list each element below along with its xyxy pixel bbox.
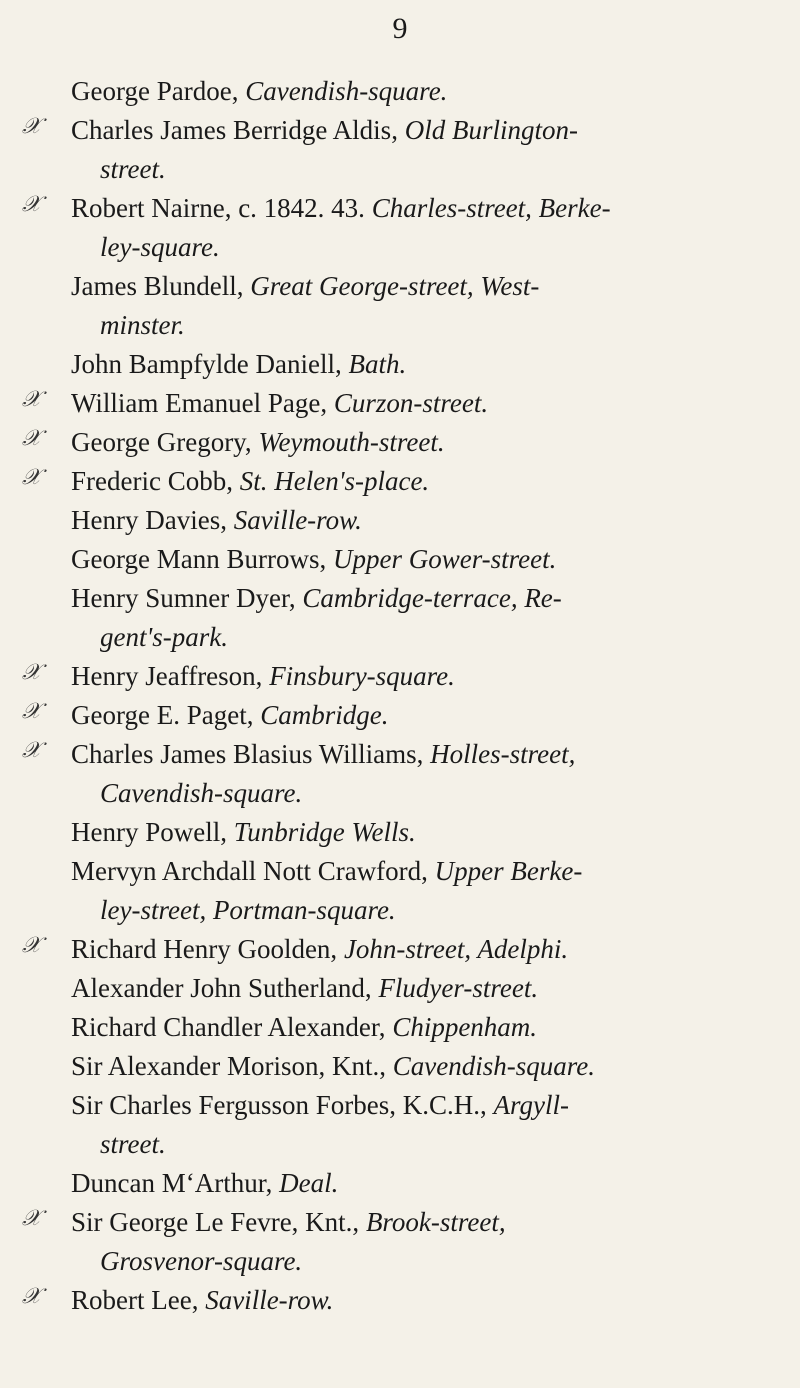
member-address: minster. xyxy=(100,310,185,340)
member-name: James Blundell, xyxy=(71,271,251,301)
member-name: Mervyn Archdall Nott Crawford, xyxy=(71,856,435,886)
list-entry xyxy=(0,345,800,384)
handwritten-mark: 𝒳 xyxy=(22,1205,41,1230)
entry-line xyxy=(71,579,760,618)
handwritten-mark: 𝒳 xyxy=(22,659,41,684)
member-name: Charles James Blasius Williams, xyxy=(71,739,431,769)
list-entry xyxy=(0,930,800,969)
entry-continuation-line xyxy=(71,1242,760,1281)
entry-line xyxy=(71,813,760,852)
entry-line xyxy=(71,852,760,891)
list-entry xyxy=(0,189,800,267)
list-entry xyxy=(0,267,800,345)
entry-line xyxy=(71,1047,760,1086)
member-name: George Mann Burrows, xyxy=(71,544,333,574)
entry-line xyxy=(71,189,760,228)
member-name: Duncan M‘Arthur, xyxy=(71,1168,280,1198)
entry-continuation-line xyxy=(71,228,760,267)
handwritten-mark: 𝒳 xyxy=(22,191,41,216)
entry-line xyxy=(71,1281,760,1320)
member-address: Cavendish-square. xyxy=(392,1051,595,1081)
member-address: St. Helen's-place. xyxy=(239,466,430,496)
entry-continuation-line xyxy=(71,150,760,189)
list-entry xyxy=(0,657,800,696)
entry-line xyxy=(71,1086,760,1125)
handwritten-mark: 𝒳 xyxy=(22,386,41,411)
entry-line xyxy=(71,267,760,306)
list-entry xyxy=(0,969,800,1008)
member-address: Upper Berke- xyxy=(434,856,583,886)
handwritten-mark: 𝒳 xyxy=(22,932,41,957)
entry-line xyxy=(71,72,760,111)
handwritten-mark: 𝒳 xyxy=(22,464,41,489)
member-address: Cambridge-terrace, Re- xyxy=(302,583,562,613)
member-name: George E. Paget, xyxy=(71,700,261,730)
member-address: Holles-street, xyxy=(430,739,576,769)
entry-line xyxy=(71,1008,760,1047)
entry-line xyxy=(71,735,760,774)
member-address: ley-square. xyxy=(100,232,220,262)
entry-line xyxy=(71,345,760,384)
member-name: Richard Chandler Alexander, xyxy=(71,1012,393,1042)
member-address: street. xyxy=(100,154,166,184)
entry-line xyxy=(71,462,760,501)
member-address: Grosvenor-square. xyxy=(100,1246,303,1276)
member-name: Henry Powell, xyxy=(71,817,234,847)
member-address: Bath. xyxy=(348,349,407,379)
handwritten-mark: 𝒳 xyxy=(22,1283,41,1308)
member-name: Frederic Cobb, xyxy=(71,466,240,496)
member-address: Old Burlington- xyxy=(404,115,578,145)
member-list xyxy=(0,72,800,1320)
member-name: Henry Jeaffreson, xyxy=(71,661,270,691)
list-entry xyxy=(0,735,800,813)
member-address: Cambridge. xyxy=(260,700,389,730)
list-entry xyxy=(0,462,800,501)
entry-continuation-line xyxy=(71,891,760,930)
member-name: Henry Sumner Dyer, xyxy=(71,583,303,613)
member-name: Richard Henry Goolden, xyxy=(71,934,344,964)
member-name: Sir Charles Fergusson Forbes, K.C.H., xyxy=(71,1090,494,1120)
member-address: Cavendish-square. xyxy=(245,76,448,106)
entry-line xyxy=(71,423,760,462)
member-name: Robert Nairne, c. 1842. 43. xyxy=(71,193,372,223)
member-name: Charles James Berridge Aldis, xyxy=(71,115,405,145)
member-address: Finsbury-square. xyxy=(269,661,455,691)
entry-line xyxy=(71,111,760,150)
member-address: street. xyxy=(100,1129,166,1159)
member-address: Weymouth-street. xyxy=(258,427,445,457)
member-address: Cavendish-square. xyxy=(100,778,303,808)
member-address: Fludyer-street. xyxy=(378,973,539,1003)
list-entry xyxy=(0,813,800,852)
member-address: Great George-street, West- xyxy=(250,271,540,301)
member-name: John Bampfylde Daniell, xyxy=(71,349,349,379)
entry-continuation-line xyxy=(71,618,760,657)
entry-line xyxy=(71,384,760,423)
handwritten-mark: 𝒳 xyxy=(22,425,41,450)
list-entry xyxy=(0,1086,800,1164)
member-address: Saville-row. xyxy=(233,505,362,535)
member-address: Upper Gower-street. xyxy=(332,544,557,574)
entry-continuation-line xyxy=(71,1125,760,1164)
member-name: Sir Alexander Morison, Knt., xyxy=(71,1051,393,1081)
page-number: 9 xyxy=(392,12,408,45)
list-entry xyxy=(0,501,800,540)
member-name: George Gregory, xyxy=(71,427,259,457)
list-entry xyxy=(0,696,800,735)
member-address: Curzon-street. xyxy=(333,388,489,418)
list-entry xyxy=(0,579,800,657)
member-address: Charles-street, Berke- xyxy=(371,193,611,223)
list-entry xyxy=(0,1008,800,1047)
list-entry xyxy=(0,1281,800,1320)
entry-line xyxy=(71,657,760,696)
list-entry xyxy=(0,72,800,111)
member-address: gent's-park. xyxy=(100,622,228,652)
entry-line xyxy=(71,969,760,1008)
member-address: Saville-row. xyxy=(205,1285,334,1315)
entry-line xyxy=(71,696,760,735)
entry-line xyxy=(71,930,760,969)
list-entry xyxy=(0,111,800,189)
entry-line xyxy=(71,540,760,579)
member-name: Alexander John Sutherland, xyxy=(71,973,379,1003)
list-entry xyxy=(0,540,800,579)
member-name: Henry Davies, xyxy=(71,505,234,535)
member-name: Sir George Le Fevre, Knt., xyxy=(71,1207,366,1237)
member-address: Chippenham. xyxy=(392,1012,538,1042)
entry-continuation-line xyxy=(71,306,760,345)
list-entry xyxy=(0,852,800,930)
member-name: George Pardoe, xyxy=(71,76,246,106)
member-name: Robert Lee, xyxy=(71,1285,206,1315)
entry-line xyxy=(71,1164,760,1203)
member-address: Deal. xyxy=(279,1168,339,1198)
handwritten-mark: 𝒳 xyxy=(22,698,41,723)
member-address: Tunbridge Wells. xyxy=(233,817,416,847)
handwritten-mark: 𝒳 xyxy=(22,737,41,762)
handwritten-mark: 𝒳 xyxy=(22,113,41,138)
entry-line xyxy=(71,501,760,540)
entry-line xyxy=(71,1203,760,1242)
member-name: William Emanuel Page, xyxy=(71,388,334,418)
member-address: Argyll- xyxy=(493,1090,569,1120)
list-entry xyxy=(0,423,800,462)
member-address: ley-street, Portman-square. xyxy=(100,895,396,925)
member-address: Brook-street, xyxy=(365,1207,506,1237)
list-entry xyxy=(0,384,800,423)
entry-continuation-line xyxy=(71,774,760,813)
list-entry xyxy=(0,1047,800,1086)
list-entry xyxy=(0,1164,800,1203)
member-address: John-street, Adelphi. xyxy=(343,934,569,964)
list-entry xyxy=(0,1203,800,1281)
